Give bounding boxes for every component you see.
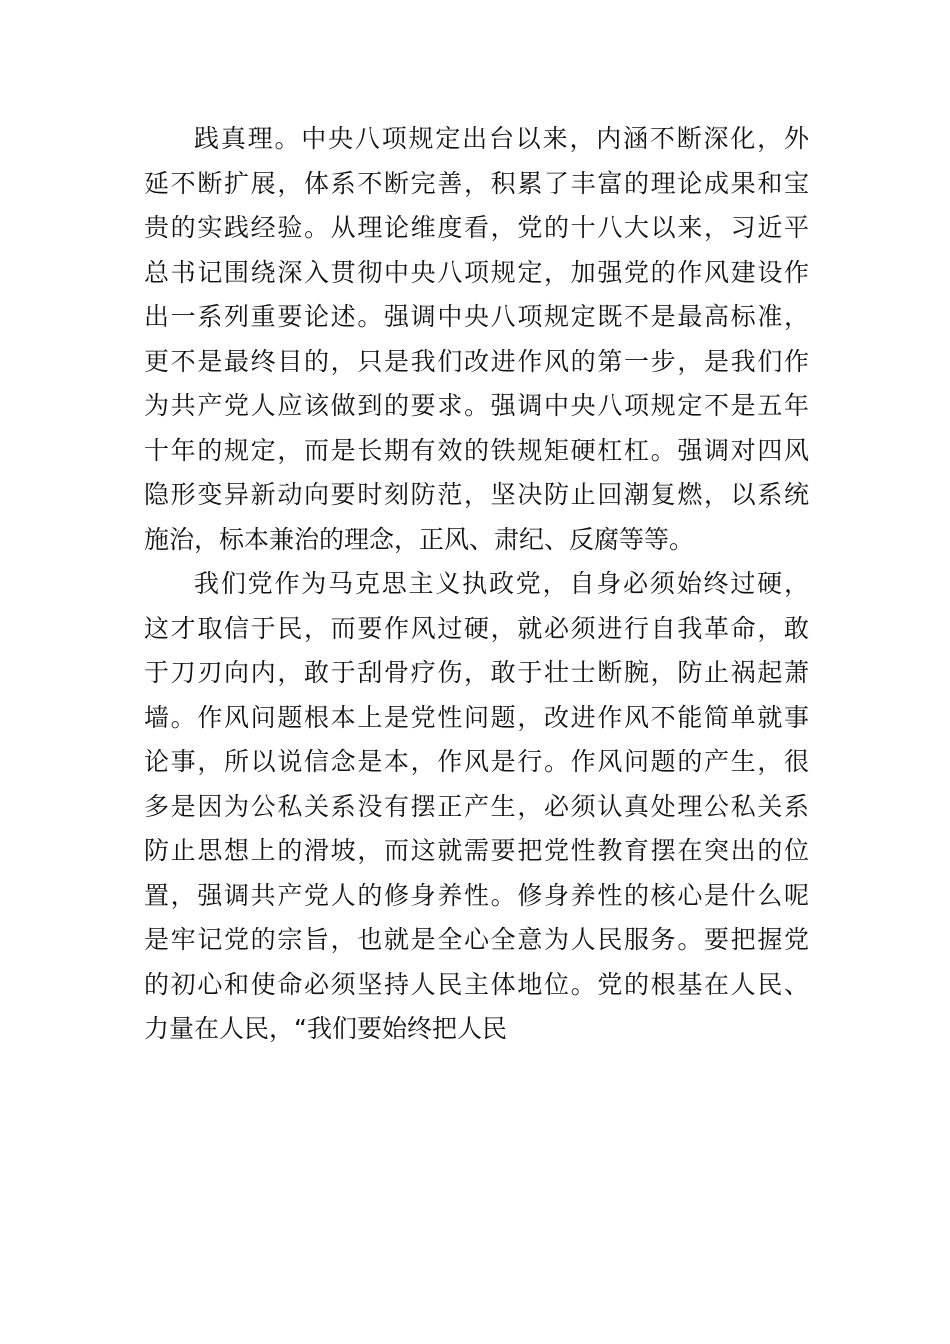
text-line: 这才取信于民，而要作风过硬，就必须进行自我革命，敢 [144, 613, 809, 643]
text-line: 延不断扩展，体系不断完善，积累了丰富的理论成果和宝 [144, 168, 809, 198]
text-line: 践真理。中央八项规定出台以来，内涵不断深化，外 [194, 124, 809, 153]
text-line: 贵的实践经验。从理论维度看，党的十八大以来，习近平 [144, 213, 809, 242]
text-line: 我们党作为马克思主义执政党，自身必须始终过硬， [194, 569, 809, 598]
text-line: 多是因为公私关系没有摆正产生，必须认真处理公私关系 [144, 791, 809, 821]
text-line: 出一系列重要论述。强调中央八项规定既不是最高标准， [144, 302, 809, 331]
paragraph-2 [144, 562, 809, 1052]
text-line: 十年的规定，而是长期有效的铁规矩硬杠杠。强调对四风 [144, 435, 809, 465]
text-line: 力量在人民，“我们要始终把人民 [144, 1014, 507, 1043]
text-line: 防止思想上的滑坡，而这就需要把党性教育摆在突出的位 [144, 836, 809, 865]
text-line: 是牢记党的宗旨，也就是全心全意为人民服务。要把握党 [144, 925, 809, 954]
text-line: 的初心和使命必须坚持人民主体地位。党的根基在人民、 [144, 969, 809, 999]
text-line: 墙。作风问题根本上是党性问题，改进作风不能简单就事 [144, 702, 809, 732]
text-line: 于刀刃向内，敢于刮骨疗伤，敢于壮士断腕，防止祸起萧 [144, 658, 809, 687]
text-line: 置，强调共产党人的修身养性。修身养性的核心是什么呢 [144, 880, 809, 910]
text-line: 总书记围绕深入贯彻中央八项规定，加强党的作风建设作 [144, 257, 809, 287]
paragraph-1 [144, 117, 809, 562]
text-line: 论事，所以说信念是本，作风是行。作风问题的产生，很 [144, 747, 809, 776]
text-line: 更不是最终目的，只是我们改进作风的第一步，是我们作 [144, 346, 809, 376]
body-text [144, 117, 809, 1052]
text-line: 为共产党人应该做到的要求。强调中央八项规定不是五年 [144, 391, 809, 420]
text-line: 隐形变异新动向要时刻防范，坚决防止回潮复燃，以系统 [144, 480, 809, 509]
text-line: 施治，标本兼治的理念，正风、肃纪、反腐等等。 [144, 524, 695, 554]
